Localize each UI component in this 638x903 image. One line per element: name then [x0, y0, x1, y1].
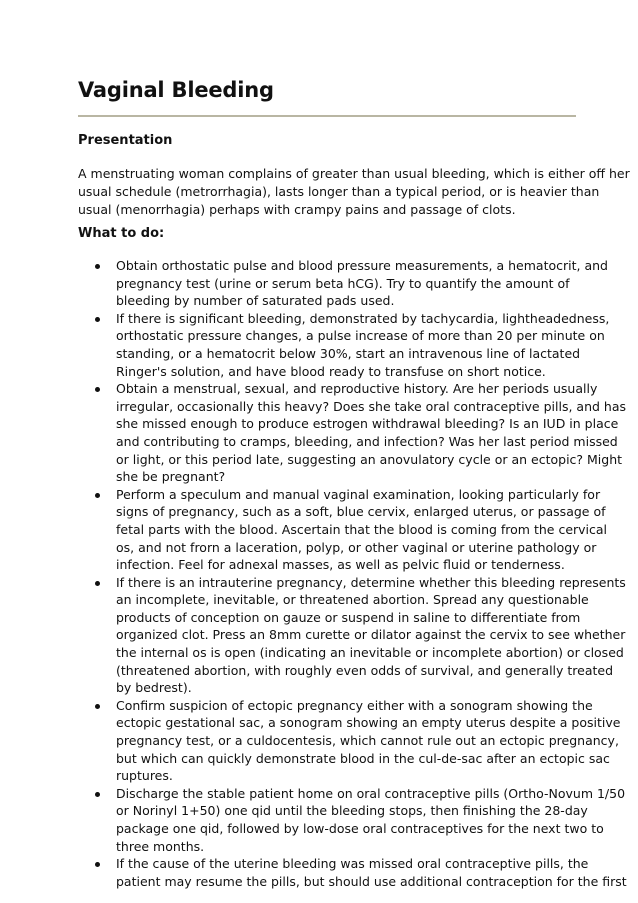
list-item-line: Confirm suspicion of ectopic pregnancy either with a sonogram showing the: [116, 697, 593, 713]
paragraph-line: usual (menorrhagia) perhaps with crampy pains and passage of clots.: [78, 202, 516, 217]
list-item-line: ectopic gestational sac, a sonogram showing an empty uterus despite a positive: [116, 715, 621, 731]
list-item-line: pregnancy test, or a culdocentesis, which cannot rule out an ectopic pregnancy,: [116, 733, 619, 749]
list-item-line: products of conception on gauze or suspend in saline to differentiate from: [116, 609, 581, 625]
list-item-line: Perform a speculum and manual vaginal examination, looking particularly for: [116, 486, 601, 502]
list-item-line: she missed enough to produce estrogen withdrawal bleeding? Is an IUD in place: [116, 416, 619, 432]
list-item-line: (threatened abortion, with roughly even odds of survival, and generally treated: [116, 662, 614, 678]
list-item-line: ruptures.: [116, 768, 173, 784]
paragraph-line: A menstruating woman complains of greater than usual bleeding, which is either off her: [78, 166, 630, 181]
paragraph-line: usual schedule (metrorrhagia), lasts longer than a typical period, or is heavier than: [78, 184, 600, 199]
list-item-line: orthostatic pressure changes, a pulse increase of more than 20 per minute on: [116, 328, 605, 344]
list-item-line: but which can quickly demonstrate blood in the cul-de-sac after an ectopic sac: [116, 750, 610, 766]
list-item: [78, 785, 626, 855]
list-item: [78, 697, 621, 785]
list-item-line: os, and not frorn a laceration, polyp, or other vaginal or uterine pathology or: [116, 539, 597, 555]
page-title: Vaginal Bleeding: [78, 78, 274, 102]
list-item-line: If there is significant bleeding, demonstrated by tachycardia, lightheadedness,: [116, 310, 610, 326]
list-item-line: three months.: [116, 838, 205, 854]
title-divider: [78, 115, 576, 117]
list-item: [78, 380, 626, 486]
list-item: [78, 310, 610, 380]
list-item-line: fetal parts with the blood. Ascertain that the blood is coming from the cervical: [116, 521, 608, 537]
list-item-line: the internal os is open (indicating an inevitable or incomplete abortion) or closed: [116, 645, 624, 661]
list-item-line: or Norinyl 1+50) one qid until the bleeding stops, then finishing the 28-day: [116, 803, 588, 819]
list-item-line: Ringer's solution, and have blood ready to transfuse on short notice.: [116, 363, 546, 379]
list-item-line: infection. Feel for adnexal masses, as well as pelvic fluid or tenderness.: [116, 557, 565, 573]
list-item: [78, 855, 627, 890]
presentation-paragraph: [78, 165, 630, 219]
list-item-line: signs of pregnancy, such as a soft, blue cervix, enlarged uterus, or passage of: [116, 504, 606, 520]
list-item: [78, 257, 608, 310]
list-item-line: package one qid, followed by low-dose oral contraceptives for the next two to: [116, 821, 604, 836]
list-item-line: Discharge the stable patient home on oral contraceptive pills (Ortho-Novum 1/50: [116, 785, 626, 801]
list-item-line: pregnancy test (urine or serum beta hCG). Try to quantify the amount of: [116, 275, 570, 291]
list-item: [78, 574, 626, 697]
list-item-line: standing, or a hematocrit below 30%, start an intravenous line of lactated: [116, 345, 581, 361]
section-heading-presentation: Presentation: [78, 133, 173, 148]
list-item-line: Obtain a menstrual, sexual, and reproductive history. Are her periods usually: [116, 381, 598, 397]
section-heading-what-to-do: What to do:: [78, 226, 165, 241]
what-to-do-list: [78, 257, 627, 890]
list-item: [78, 486, 608, 574]
list-item-line: irregular, occasionally this heavy? Does she take oral contraceptive pills, and has: [116, 398, 626, 414]
list-item-line: If the cause of the uterine bleeding was missed oral contraceptive pills, the: [116, 856, 589, 872]
list-item-line: an incomplete, inevitable, or threatened abortion. Spread any questionable: [116, 592, 589, 608]
list-item-line: bleeding by number of saturated pads used.: [116, 293, 395, 309]
list-item-line: If there is an intrauterine pregnancy, determine whether this bleeding represents: [116, 574, 626, 590]
list-item-line: she be pregnant?: [116, 469, 226, 485]
list-item-line: Obtain orthostatic pulse and blood pressure measurements, a hematocrit, and: [116, 258, 608, 273]
list-item-line: patient may resume the pills, but should use additional contraception for the first: [116, 873, 627, 889]
list-item-line: and contributing to cramps, bleeding, and infection? Was her last period missed: [116, 433, 618, 449]
list-item-line: by bedrest).: [116, 680, 192, 696]
list-item-line: organized clot. Press an 8mm curette or dilator against the cervix to see whether: [116, 627, 626, 643]
list-item-line: or light, or this period late, suggesting an anovulatory cycle or an ectopic? Might: [116, 451, 623, 467]
